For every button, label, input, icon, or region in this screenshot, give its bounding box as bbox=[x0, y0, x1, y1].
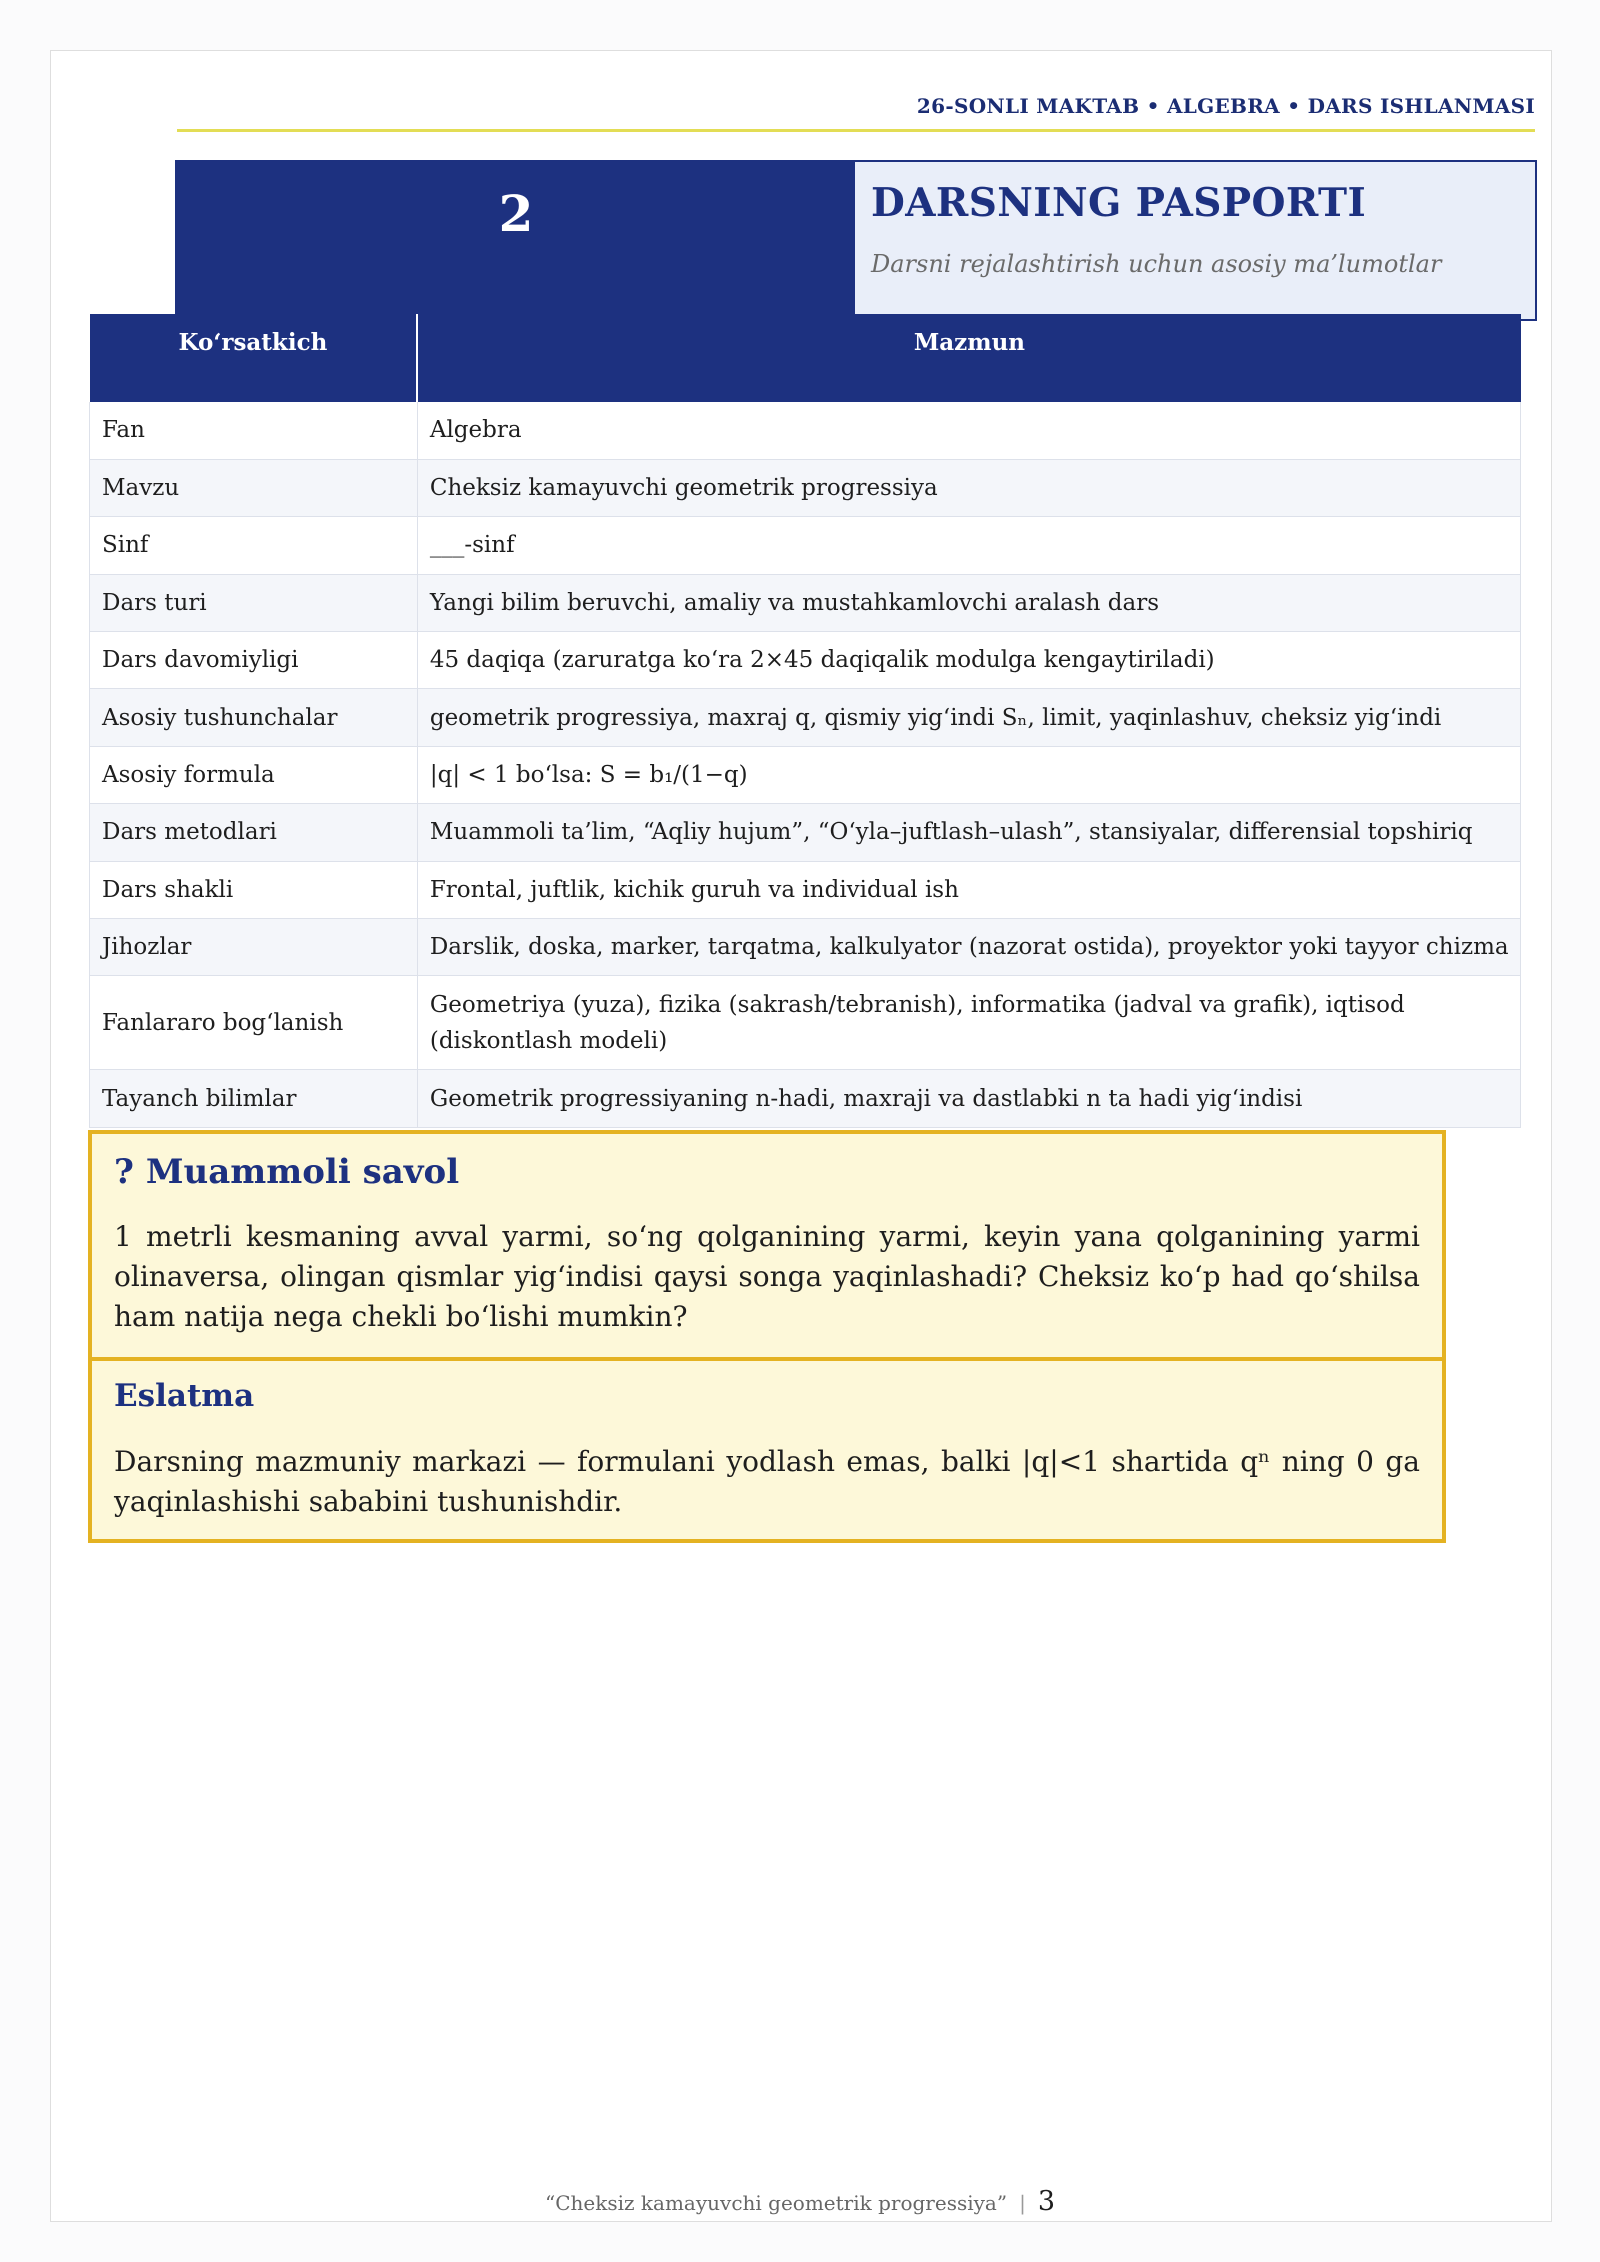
problem-heading bbox=[114, 1152, 459, 1192]
note-text: Darsning mazmuniy markazi — formulani yodlash emas, balki |q|<1 shartida qⁿ ning 0 ga yaqinlashishi sababini tushunishdir. bbox=[114, 1445, 1420, 1518]
row-value: Frontal, juftlik, kichik guruh va individual ish bbox=[417, 861, 1520, 918]
section-title-band bbox=[175, 160, 1537, 321]
row-label: Dars davomiyligi bbox=[90, 632, 418, 689]
table-row bbox=[90, 1070, 1521, 1127]
problem-title: Muammoli savol bbox=[145, 1152, 460, 1192]
row-value: 45 daqiqa (zaruratga ko‘ra 2×45 daqiqalik modulga kengaytiriladi) bbox=[417, 632, 1520, 689]
row-value: Yangi bilim beruvchi, amaliy va mustahkamlovchi aralash dars bbox=[417, 574, 1520, 631]
footer-separator: | bbox=[1019, 2191, 1026, 2215]
section-number: 2 bbox=[177, 162, 855, 319]
problem-text: 1 metrli kesmaning avval yarmi, so‘ng qolganining yarmi, keyin yana qolganining yarmi olinaversa, olingan qismlar yig‘indisi qaysi songa yaqinlashadi? Cheksiz ko‘p had qo‘shilsa ham natija nega chekli bo‘lishi mumkin? bbox=[114, 1220, 1420, 1333]
table-row bbox=[90, 459, 1521, 516]
row-value: ___-sinf bbox=[417, 517, 1520, 574]
table-row bbox=[90, 976, 1521, 1070]
row-label: Dars metodlari bbox=[90, 804, 418, 861]
table-row bbox=[90, 861, 1521, 918]
row-value: Darslik, doska, marker, tarqatma, kalkulyator (nazorat ostida), proyektor yoki tayyor chizma bbox=[417, 919, 1520, 976]
page-footer bbox=[0, 2186, 1600, 2217]
section-title-panel bbox=[855, 162, 1535, 319]
row-value: Cheksiz kamayuvchi geometrik progressiya bbox=[417, 459, 1520, 516]
row-label: Mavzu bbox=[90, 459, 418, 516]
row-label: Tayanch bilimlar bbox=[90, 1070, 418, 1127]
table-row bbox=[90, 746, 1521, 803]
row-value: geometrik progressiya, maxraj q, qismiy yig‘indi Sₙ, limit, yaqinlashuv, cheksiz yig‘indi bbox=[417, 689, 1520, 746]
table-row bbox=[90, 574, 1521, 631]
page-number: 3 bbox=[1037, 2186, 1056, 2217]
row-label: Asosiy tushunchalar bbox=[90, 689, 418, 746]
table-row bbox=[90, 689, 1521, 746]
table-row bbox=[90, 804, 1521, 861]
table-row bbox=[90, 517, 1521, 574]
row-value: Algebra bbox=[417, 402, 1520, 459]
section-subtitle: Darsni rejalashtirish uchun asosiy ma’lumotlar bbox=[871, 250, 1442, 278]
callout-divider bbox=[92, 1357, 1442, 1361]
row-label: Jihozlar bbox=[90, 919, 418, 976]
row-label: Sinf bbox=[90, 517, 418, 574]
row-label: Dars shakli bbox=[90, 861, 418, 918]
row-label: Dars turi bbox=[90, 574, 418, 631]
table-header-row bbox=[90, 314, 1521, 402]
row-label: Fanlararo bog‘lanish bbox=[90, 976, 418, 1070]
row-label: Asosiy formula bbox=[90, 746, 418, 803]
problem-question-box bbox=[88, 1130, 1446, 1543]
header-rule bbox=[177, 129, 1535, 132]
table-row bbox=[90, 632, 1521, 689]
question-mark-icon: ? bbox=[114, 1152, 134, 1192]
note-title: Eslatma bbox=[114, 1378, 255, 1414]
running-header: 26-SONLI MAKTAB • ALGEBRA • DARS ISHLANMASI bbox=[916, 94, 1535, 118]
row-value: Geometriya (yuza), fizika (sakrash/tebranish), informatika (jadval va grafik), iqtisod (diskontlash modeli) bbox=[417, 976, 1520, 1070]
table-row bbox=[90, 402, 1521, 459]
column-header-indicator: Ko‘rsatkich bbox=[90, 314, 418, 402]
row-value: Muammoli ta’lim, “Aqliy hujum”, “O‘yla–juftlash–ulash”, stansiyalar, differensial topshiriq bbox=[417, 804, 1520, 861]
row-label: Fan bbox=[90, 402, 418, 459]
section-title: DARSNING PASPORTI bbox=[871, 180, 1367, 226]
footer-title: “Cheksiz kamayuvchi geometrik progressiya” bbox=[544, 2191, 1008, 2215]
column-header-content: Mazmun bbox=[417, 314, 1520, 402]
row-value: |q| < 1 bo‘lsa: S = b₁/(1−q) bbox=[417, 746, 1520, 803]
table-row bbox=[90, 919, 1521, 976]
row-value: Geometrik progressiyaning n-hadi, maxraji va dastlabki n ta hadi yig‘indisi bbox=[417, 1070, 1520, 1127]
lesson-passport-table bbox=[89, 314, 1521, 1128]
